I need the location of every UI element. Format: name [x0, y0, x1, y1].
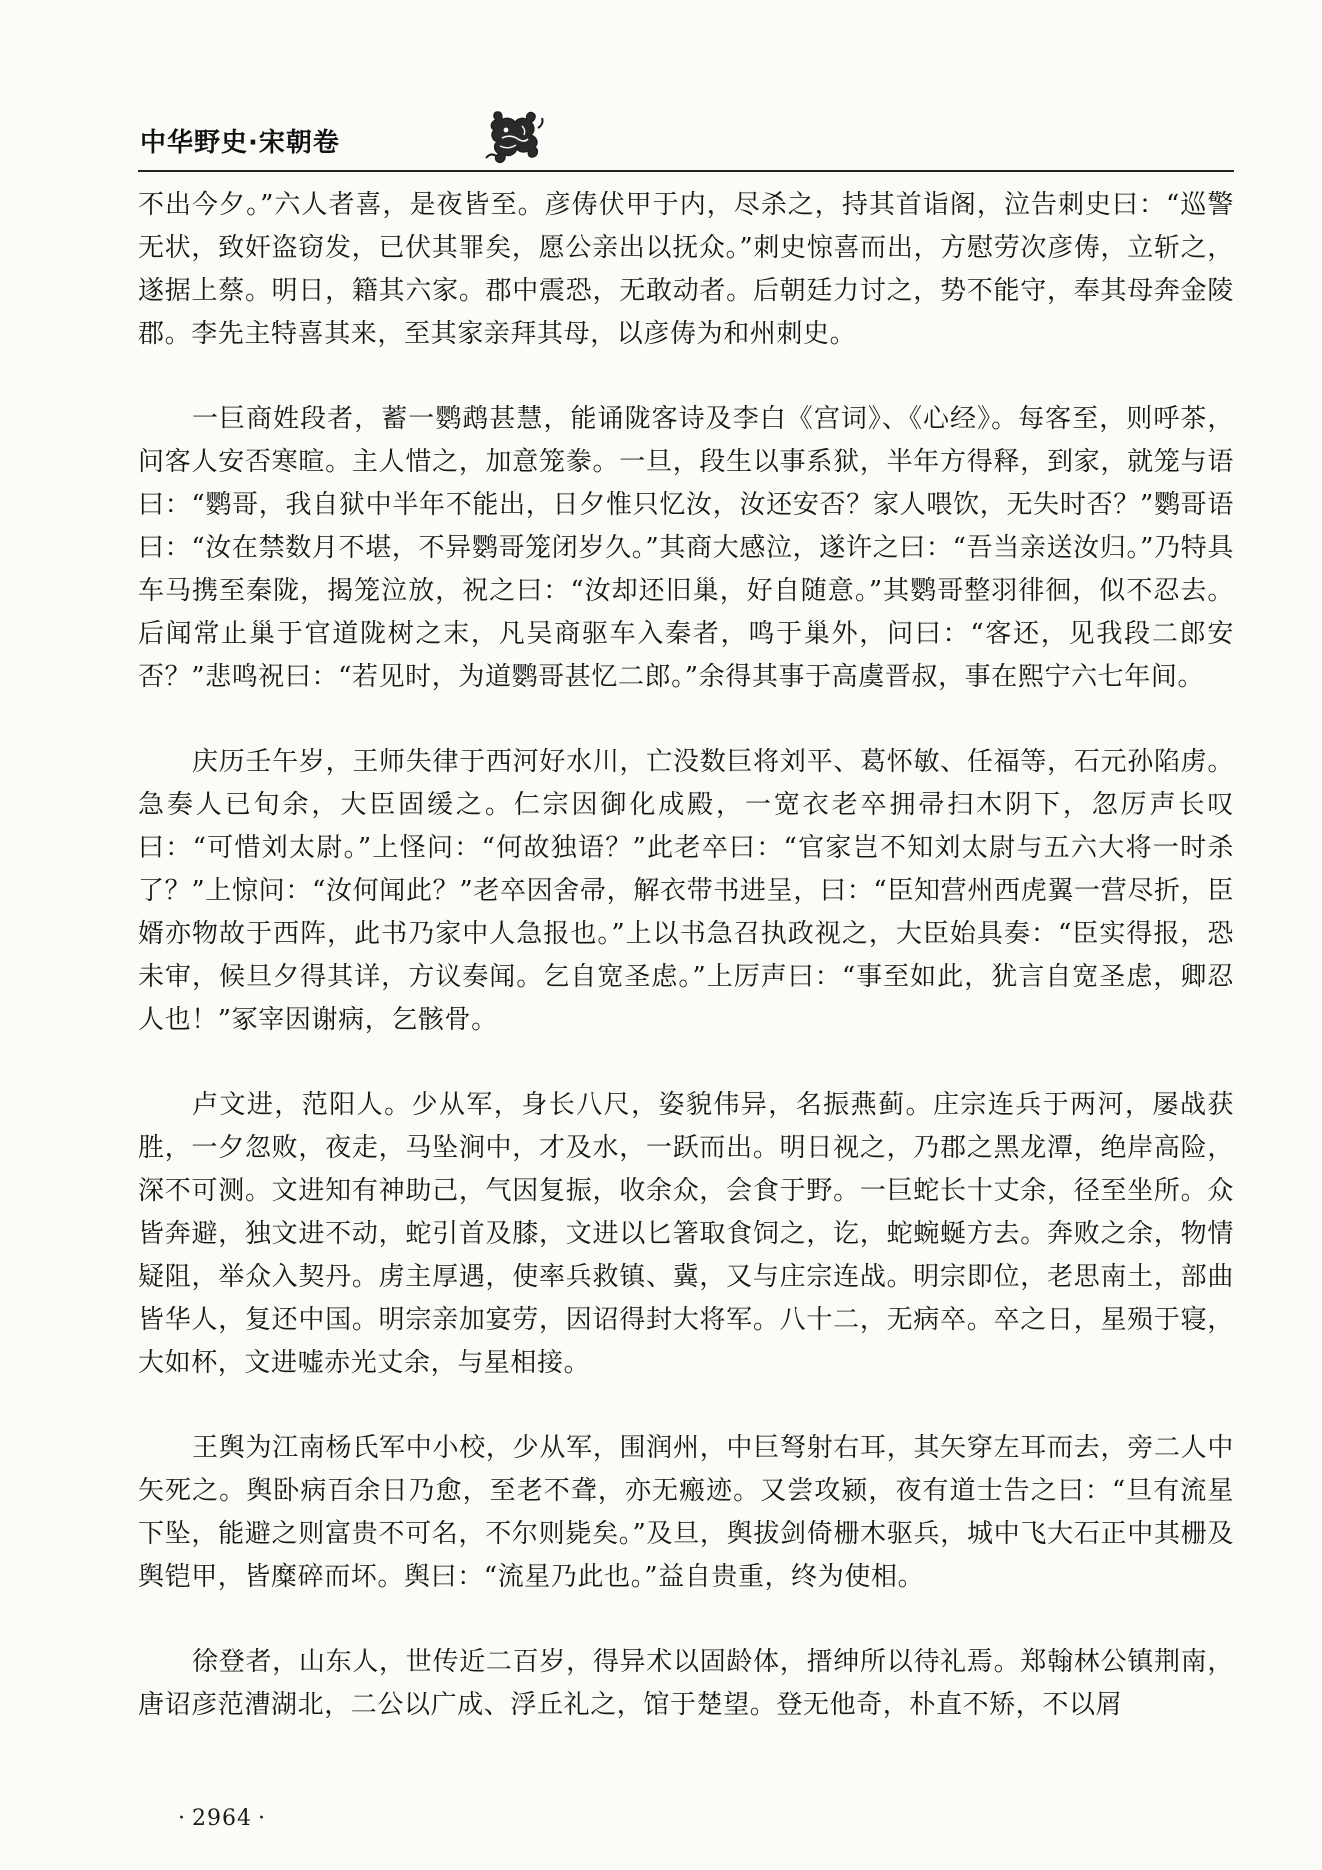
paragraph: 王舆为江南杨氏军中小校，少从军，围润州，中巨弩射右耳，其矢穿左耳而去，旁二人中矢死之。舆卧病百余日乃愈，至老不聋，亦无瘢迹。又尝攻颍，夜有道士告之曰：“旦有流星下坠，能避之则富贵不可名，不尔则毙矣。”及旦，舆拔剑倚栅木驱兵，城中飞大石正中其栅及舆铠甲，皆糜碎而坏。舆曰：“流星乃此也。”益自贵重，终为使相。	[138, 1433, 1234, 1592]
paragraph: 庆历壬午岁，王师失律于西河好水川，亡没数巨将刘平、葛怀敏、任福等，石元孙陷虏。急奏人已旬余，大臣固缓之。仁宗因御化成殿，一宽衣老卒拥帚扫木阴下，忽厉声长叹曰：“可惜刘太尉。”上怪问：“何故独语？”此老卒曰：“官家岂不知刘太尉与五六大将一时杀了？”上惊问：“汝何闻此？”老卒因舍帚，解衣带书进呈，曰：“臣知营州西虎翼一营尽折，臣婿亦物故于西阵，此书乃家中人急报也。”上以书急召执政视之，大臣始具奏：“臣实得报，恐未审，候旦夕得其详，方议奏闻。乞自宽圣虑。”上厉声曰：“事至如此，犹言自宽圣虑，卿忍人也！”冢宰因谢病，乞骸骨。	[138, 747, 1234, 1035]
paragraph: 卢文进，范阳人。少从军，身长八尺，姿貌伟异，名振燕蓟。庄宗连兵于两河，屡战获胜，一夕忽败，夜走，马坠涧中，才及水，一跃而出。明日视之，乃郡之黑龙潭，绝岸高险，深不可测。文进知有神助己，气因复振，收余众，会食于野。一巨蛇长十丈余，径至坐所。众皆奔避，独文进不动，蛇引首及膝，文进以匕箸取食饲之，讫，蛇蜿蜒方去。奔败之余，物情疑阻，举众入契丹。虏主厚遇，使率兵救镇、冀，又与庄宗连战。明宗即位，老思南土，部曲皆华人，复还中国。明宗亲加宴劳，因诏得封大将军。八十二，无病卒。卒之日，星殒于寝，大如杯，文进嘘赤光丈余，与星相接。	[138, 1090, 1234, 1378]
book-title: 中华野史·宋朝卷	[140, 128, 340, 158]
folio-dot: ·	[258, 1806, 266, 1831]
running-header	[138, 108, 1234, 168]
page-number	[172, 1806, 272, 1831]
page-number-value: 2964	[192, 1806, 252, 1831]
paragraph: 徐登者，山东人，世传近二百岁，得异术以固龄体，搢绅所以待礼焉。郑翰林公镇荆南，唐诏彦范漕湖北，二公以广成、浮丘礼之，馆于楚望。登无他奇，朴直不矫，不以屑	[138, 1647, 1234, 1720]
paragraph: 不出今夕。”六人者喜，是夜皆至。彦俦伏甲于内，尽杀之，持其首诣阁，泣告刺史曰：“巡警无状，致奸盗窃发，已伏其罪矣，愿公亲出以抚众。”刺史惊喜而出，方慰劳次彦俦，立斩之，遂据上蔡。明日，籍其六家。郡中震恐，无敢动者。后朝廷力讨之，势不能守，奉其母奔金陵郡。李先主特喜其来，至其家亲拜其母，以彦俦为和州刺史。	[138, 190, 1234, 349]
paragraph: 一巨商姓段者，蓄一鹦鹉甚慧，能诵陇客诗及李白《宫词》、《心经》。每客至，则呼茶，问客人安否寒暄。主人惜之，加意笼豢。一旦，段生以事系狱，半年方得释，到家，就笼与语曰：“鹦哥，我自狱中半年不能出，日夕惟只忆汝，汝还安否？家人喂饮，无失时否？”鹦哥语曰：“汝在禁数月不堪，不异鹦哥笼闭岁久。”其商大感泣，遂许之曰：“吾当亲送汝归。”乃特具车马携至秦陇，揭笼泣放，祝之曰：“汝却还旧巢，好自随意。”其鹦哥整羽徘徊，似不忍去。后闻常止巢于官道陇树之末，凡吴商驱车入秦者，鸣于巢外，问曰：“客还，见我段二郎安否？”悲鸣祝曰：“若见时，为道鹦哥甚忆二郎。”余得其事于高虞晋叔，事在熙宁六七年间。	[138, 404, 1234, 692]
page-body	[138, 184, 1234, 1727]
header-rule	[138, 170, 1234, 172]
folio-dot: ·	[178, 1806, 186, 1831]
dragon-emblem-icon	[482, 108, 546, 166]
